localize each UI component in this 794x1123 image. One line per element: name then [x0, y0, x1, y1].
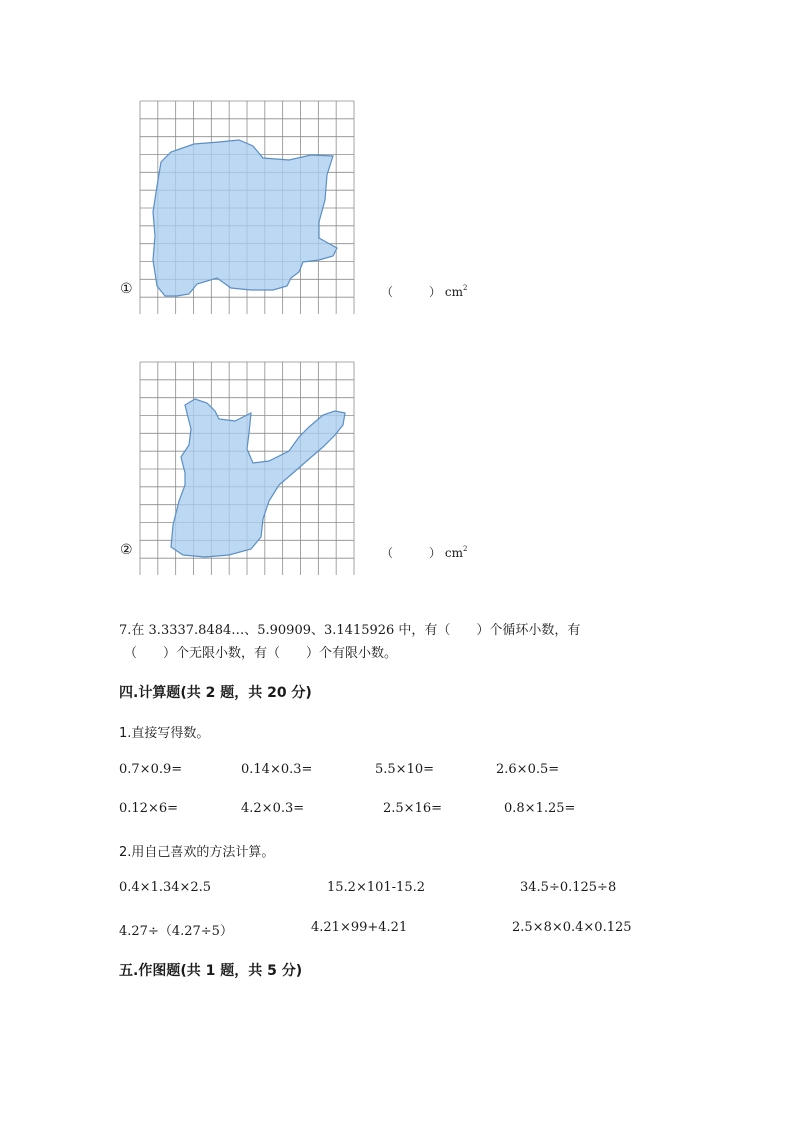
q2-expr-4: 4.27÷（4.27÷5） — [119, 924, 233, 939]
answer-open-paren: （ — [381, 285, 394, 299]
q1-expr-6: 4.2×0.3= — [241, 801, 305, 816]
unit-cm: cm — [444, 546, 463, 560]
q2-expr-3: 34.5÷0.125÷8 — [520, 880, 617, 895]
answer-close-paren: ） — [429, 285, 442, 299]
q1-expr-2: 0.14×0.3= — [241, 762, 313, 777]
irregular-shape-2 — [171, 399, 345, 557]
unit-exponent: 2 — [462, 284, 468, 292]
figure-1-answer-blank — [381, 283, 467, 300]
section-4-q1-title: 1.直接写得数。 — [119, 726, 210, 741]
figure-1-marker: ① — [120, 281, 133, 297]
q2-expr-5: 4.21×99+4.21 — [311, 920, 408, 935]
q1-expr-3: 5.5×10= — [375, 762, 435, 777]
irregular-shape-1 — [153, 140, 337, 296]
grid-figure-2 — [139, 361, 355, 575]
figure-2-marker: ② — [120, 542, 133, 558]
q1-expr-4: 2.6×0.5= — [496, 762, 560, 777]
question-7-line-2: （ ）个无限小数，有（ ）个有限小数。 — [124, 646, 398, 661]
section-5-title: 五.作图题(共 1 题，共 5 分) — [119, 963, 303, 979]
q2-expr-2: 15.2×101-15.2 — [327, 880, 425, 895]
section-4-q2-title: 2.用自己喜欢的方法计算。 — [119, 845, 275, 860]
q1-expr-7: 2.5×16= — [383, 801, 443, 816]
q2-expr-1: 0.4×1.34×2.5 — [119, 880, 212, 895]
question-7-line-1: 7.在 3.3337.8484…、5.90909、3.1415926 中，有（ ）个循环小数，有 — [119, 623, 581, 638]
unit-cm: cm — [444, 285, 463, 299]
answer-open-paren: （ — [381, 546, 394, 560]
figure-2-answer-blank — [381, 544, 467, 561]
grid-figure-1 — [139, 100, 355, 314]
unit-exponent: 2 — [462, 545, 468, 553]
answer-close-paren: ） — [429, 546, 442, 560]
section-4-title: 四.计算题(共 2 题，共 20 分) — [119, 685, 312, 701]
q1-expr-8: 0.8×1.25= — [504, 801, 576, 816]
q2-expr-6: 2.5×8×0.4×0.125 — [512, 920, 632, 935]
q1-expr-5: 0.12×6= — [119, 801, 179, 816]
q1-expr-1: 0.7×0.9= — [119, 762, 183, 777]
